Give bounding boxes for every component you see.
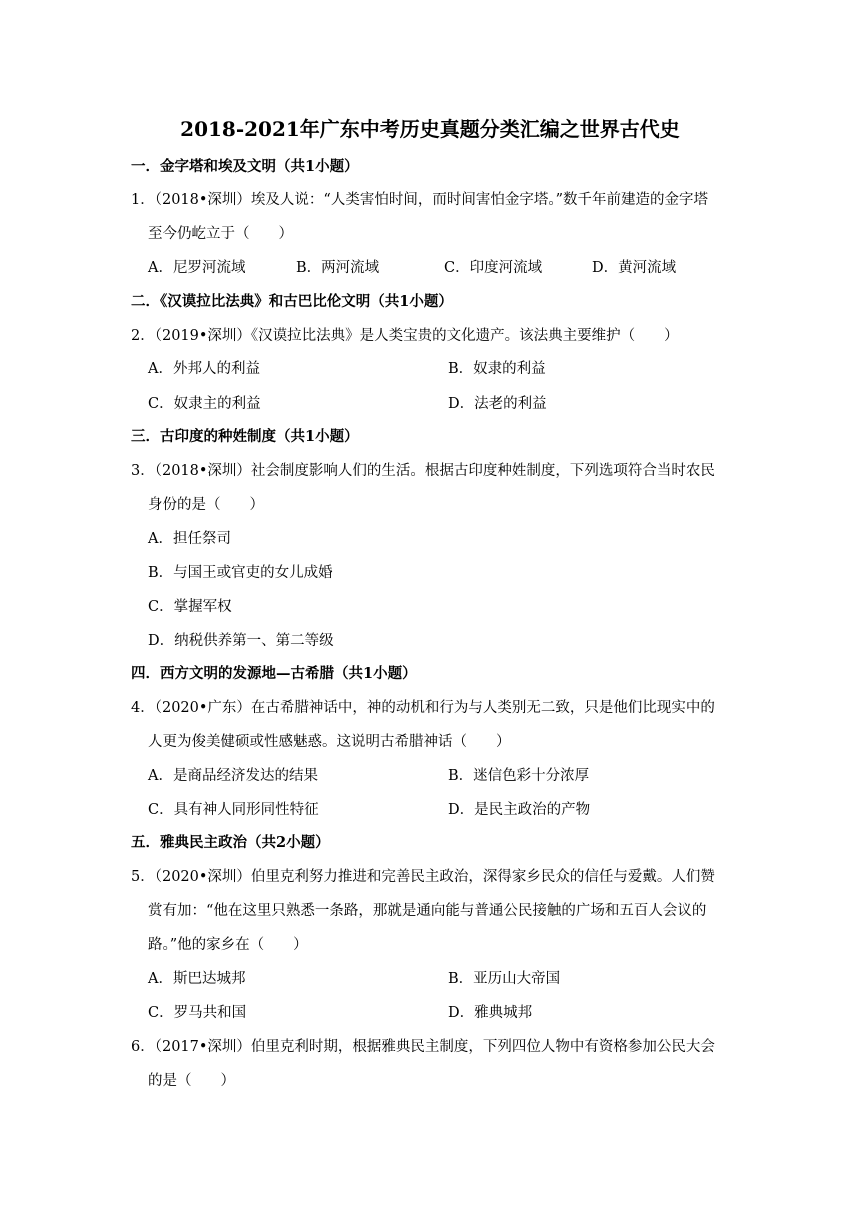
question-3-option-c: C．掌握军权 — [148, 599, 232, 615]
question-4-line-2: 人更为俊美健硕或性感魅惑。这说明古希腊神话（ ） — [148, 734, 511, 750]
question-3-option-b: B．与国王或官吏的女儿成婚 — [148, 565, 333, 581]
section-heading-1: 一．金字塔和埃及文明（共1小题） — [131, 158, 359, 175]
question-5-line-3: 路。”他的家乡在（ ） — [148, 937, 308, 953]
question-1-line-2: 至今仍屹立于（ ） — [148, 226, 293, 242]
question-3-option-a: A．担任祭司 — [148, 531, 231, 547]
question-5-line-1: 5．（2020•深圳）伯里克利努力推进和完善民主政治，深得家乡民众的信任与爱戴。人们赞 — [131, 869, 715, 885]
question-2-option-a: A．外邦人的利益 — [148, 361, 260, 377]
question-1-line-1: 1．（2018•深圳）埃及人说：“人类害怕时间，而时间害怕金字塔。”数千年前建造的金字塔 — [131, 192, 709, 208]
section-heading-3: 三．古印度的种姓制度（共1小题） — [131, 428, 359, 445]
question-5-line-2: 赏有加：“他在这里只熟悉一条路，那就是通向能与普通公民接触的广场和五百人会议的 — [148, 903, 707, 919]
question-5-option-a: A．斯巴达城邦 — [148, 971, 246, 987]
question-2-option-b: B．奴隶的利益 — [448, 361, 546, 377]
question-4-option-a: A．是商品经济发达的结果 — [148, 768, 318, 784]
question-4-option-c: C．具有神人同形同性特征 — [148, 802, 319, 818]
question-3-line-1: 3．（2018•深圳）社会制度影响人们的生活。根据古印度种姓制度，下列选项符合当时农民 — [131, 463, 715, 479]
question-2-option-c: C．奴隶主的利益 — [148, 396, 261, 412]
section-heading-5: 五．雅典民主政治（共2小题） — [131, 834, 330, 851]
section-heading-2: 二．《汉谟拉比法典》和古巴比伦文明（共1小题） — [131, 293, 453, 310]
section-heading-4: 四．西方文明的发源地—古希腊（共1小题） — [131, 665, 417, 682]
question-6-line-2: 的是（ ） — [148, 1073, 235, 1089]
question-4-option-b: B．迷信色彩十分浓厚 — [448, 768, 590, 784]
question-5-option-c: C．罗马共和国 — [148, 1005, 247, 1021]
question-4-option-d: D．是民主政治的产物 — [448, 802, 591, 818]
question-5-option-d: D．雅典城邦 — [448, 1005, 533, 1021]
question-3-option-d: D．纳税供养第一、第二等级 — [148, 633, 334, 649]
question-5-option-b: B．亚历山大帝国 — [448, 971, 561, 987]
document-title: 2018-2021年广东中考历史真题分类汇编之世界古代史 — [180, 117, 680, 141]
question-6-line-1: 6．（2017•深圳）伯里克利时期，根据雅典民主制度，下列四位人物中有资格参加公民大会 — [131, 1039, 715, 1055]
question-2-line-1: 2．（2019•深圳）《汉谟拉比法典》是人类宝贵的文化遗产。该法典主要维护（ ） — [131, 328, 679, 344]
question-1-option-b: B．两河流域 — [296, 260, 380, 276]
question-4-line-1: 4．（2020•广东）在古希腊神话中，神的动机和行为与人类别无二致，只是他们比现实中的 — [131, 700, 715, 716]
question-3-line-2: 身份的是（ ） — [148, 497, 264, 513]
question-1-option-a: A．尼罗河流域 — [148, 260, 246, 276]
question-2-option-d: D．法老的利益 — [448, 396, 547, 412]
question-1-option-c: C．印度河流域 — [444, 260, 543, 276]
question-1-option-d: D．黄河流域 — [592, 260, 677, 276]
